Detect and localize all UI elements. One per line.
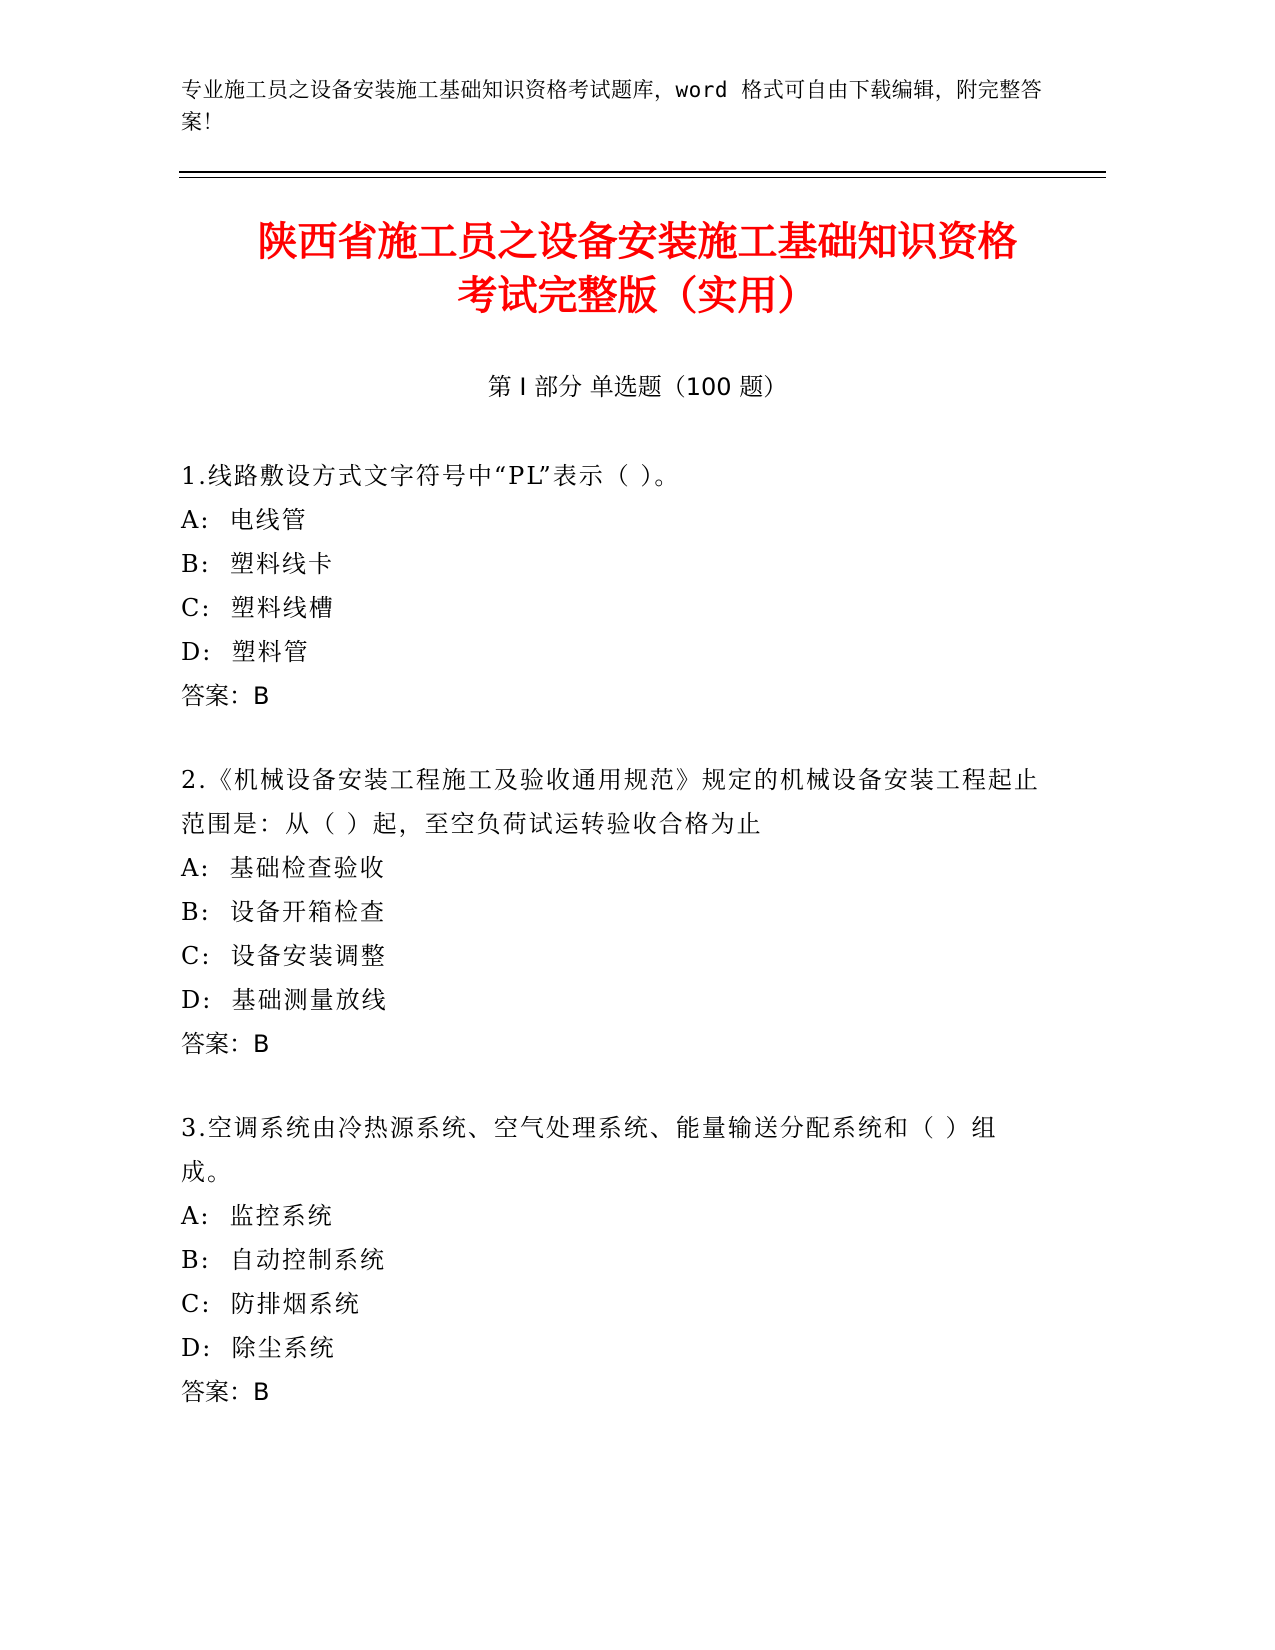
header-rule-thick (179, 171, 1106, 173)
answer: 答案：B (181, 682, 270, 710)
document-title (150, 215, 1125, 323)
option-c: C: 设备安装调整 (181, 942, 387, 970)
header-rule-thin (179, 177, 1106, 178)
question-1 (181, 454, 1041, 718)
option-d: D: 除尘系统 (181, 1334, 336, 1362)
question-stem: 3.空调系统由冷热源系统、空气处理系统、能量输送分配系统和（ ）组成。 (181, 1114, 998, 1186)
option-a: A: 基础检查验收 (181, 854, 386, 882)
option-a: A: 电线管 (181, 506, 308, 534)
option-c: C: 塑料线槽 (181, 594, 335, 622)
option-d: D: 基础测量放线 (181, 986, 388, 1014)
option-b: B: 自动控制系统 (181, 1246, 386, 1274)
question-stem: 2.《机械设备安装工程施工及验收通用规范》规定的机械设备安装工程起止范围是：从（ ）起，至空负荷试运转验收合格为止 (181, 766, 1040, 838)
option-c: C: 防排烟系统 (181, 1290, 361, 1318)
header-note: 专业施工员之设备安装施工基础知识资格考试题库，word 格式可自由下载编辑，附完整答案！ (181, 78, 1043, 134)
option-b: B: 塑料线卡 (181, 550, 334, 578)
option-d: D: 塑料管 (181, 638, 310, 666)
option-b: B: 设备开箱检查 (181, 898, 386, 926)
option-a: A: 监控系统 (181, 1202, 334, 1230)
question-3 (181, 1106, 1041, 1414)
answer: 答案：B (181, 1030, 270, 1058)
document-title-line-2: 考试完整版（实用） (457, 273, 818, 319)
section-heading: 第 I 部分 单选题（100 题） (487, 373, 788, 401)
answer: 答案：B (181, 1378, 270, 1406)
question-2 (181, 758, 1041, 1066)
document-title-line-1: 陕西省施工员之设备安装施工基础知识资格 (257, 219, 1018, 265)
question-stem: 1.线路敷设方式文字符号中“PL”表示（ ）。 (181, 462, 681, 490)
